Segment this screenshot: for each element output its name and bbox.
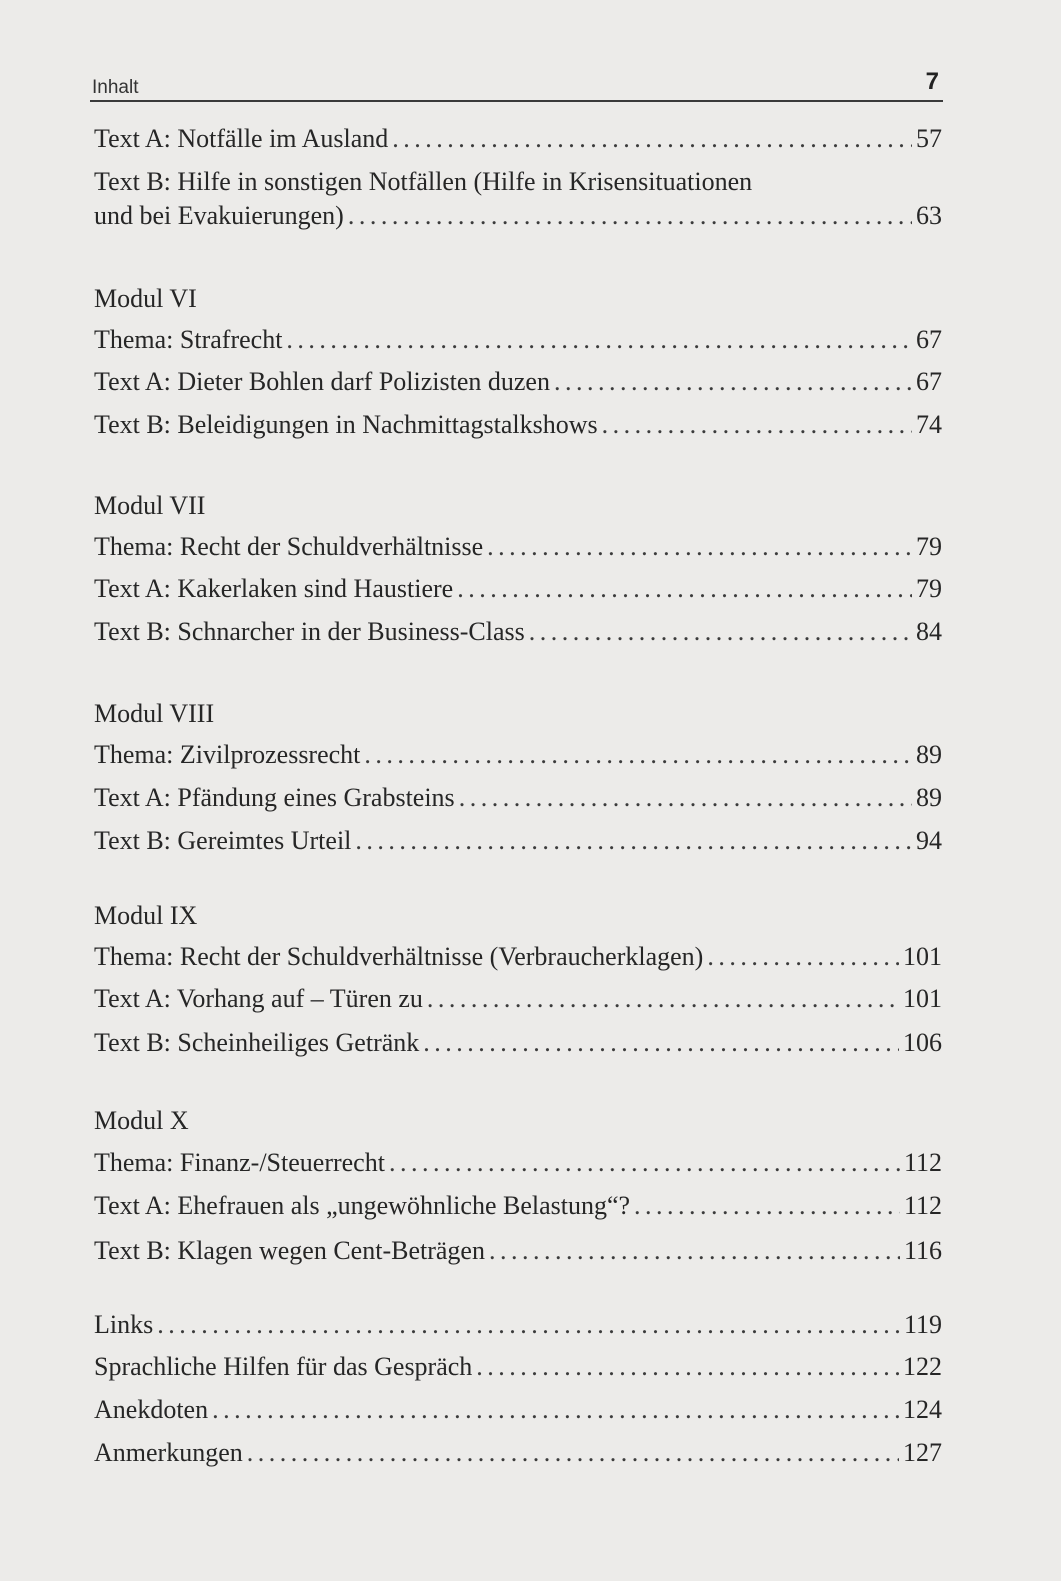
toc-entry-title-line: Text B: Hilfe in sonstigen Notfällen (Hilfe in Krisensituationen [94,167,753,196]
leader-dots [389,1146,900,1180]
toc-entry-title: Text A: Pfändung eines Grabsteins [94,783,455,812]
toc-entry-page: 79 [916,532,942,561]
page-header [90,66,943,102]
toc-entry-title: Thema: Recht der Schuldverhältnisse [94,532,484,561]
toc-entry-title: Sprachliche Hilfen für das Gespräch [94,1352,473,1381]
toc-entry-page: 89 [916,783,942,812]
toc-entry [94,1234,942,1268]
toc-entry-title: und bei Evakuierungen) [94,201,344,230]
leader-dots [457,572,912,606]
toc-entry-page: 127 [903,1438,942,1467]
leader-dots [634,1189,900,1223]
leader-dots [348,199,912,233]
module-heading: Modul VI [94,284,197,313]
leader-dots [489,1234,900,1268]
toc-entry-page: 116 [903,1236,942,1265]
toc-entry-title: Text B: Schnarcher in der Business-Class [94,617,525,646]
module-heading: Modul VII [94,491,206,520]
toc-entry [94,940,942,974]
toc-entry [94,1350,942,1384]
toc-entry-title: Text B: Beleidigungen in Nachmittagstalkshows [94,410,598,439]
leader-dots [247,1436,899,1470]
toc-entry [94,824,942,858]
toc-entry-title: Thema: Strafrecht [94,325,283,354]
toc-entry-page: 94 [916,826,942,855]
toc-entry-page: 112 [903,1148,942,1177]
module-heading: Modul X [94,1106,189,1135]
leader-dots [476,1350,899,1384]
toc-entry-title: Thema: Finanz-/Steuerrecht [94,1148,385,1177]
toc-entry [94,1146,942,1180]
toc-entry-title: Links [94,1310,154,1339]
toc-entry [94,365,942,399]
leader-dots [286,323,912,357]
leader-dots [529,615,912,649]
leader-dots [392,122,912,156]
toc-entry-page: 63 [916,201,942,230]
toc-entry-title: Text B: Scheinheiliges Getränk [94,1028,420,1057]
toc-entry [94,199,942,233]
toc-entry-page: 84 [916,617,942,646]
toc-entry-title: Text A: Ehefrauen als „ungewöhnliche Belastung“? [94,1191,631,1220]
toc-entry [94,615,942,649]
leader-dots [487,530,912,564]
toc-entry-page: 106 [903,1028,942,1057]
module-heading: Modul VIII [94,699,215,728]
toc-entry [94,781,942,815]
leader-dots [364,738,912,772]
toc-entry [94,122,942,156]
toc-entry-page: 112 [903,1191,942,1220]
toc-entry [94,1308,942,1342]
toc-entry-page: 124 [903,1395,942,1424]
toc-entry [94,572,942,606]
toc-entry-title: Text A: Vorhang auf – Türen zu [94,984,423,1013]
toc-entry-title: Anekdoten [94,1395,209,1424]
leader-dots [707,940,899,974]
toc-entry-page: 67 [916,325,942,354]
toc-entry-title: Anmerkungen [94,1438,243,1467]
toc-entry [94,408,942,442]
leader-dots [459,781,912,815]
leader-dots [554,365,912,399]
toc-entry-title: Text A: Kakerlaken sind Haustiere [94,574,454,603]
toc-entry-page: 89 [916,740,942,769]
leader-dots [423,1026,899,1060]
page-number: 7 [925,68,939,95]
toc-entry [94,1393,942,1427]
leader-dots [602,408,912,442]
toc-entry [94,1026,942,1060]
toc-entry [94,1436,942,1470]
toc-entry-page: 101 [903,984,942,1013]
toc-entry-title: Text A: Notfälle im Ausland [94,124,389,153]
toc-entry-page: 101 [903,942,942,971]
leader-dots [212,1393,899,1427]
running-head: Inhalt [92,77,139,98]
toc-entry [94,530,942,564]
toc-entry-page: 79 [916,574,942,603]
toc-entry-page: 74 [916,410,942,439]
toc-entry-title: Text A: Dieter Bohlen darf Polizisten duzen [94,367,550,396]
toc-entry-page: 67 [916,367,942,396]
leader-dots [355,824,912,858]
toc-entry [94,323,942,357]
module-heading: Modul IX [94,901,198,930]
toc-entry-title: Thema: Recht der Schuldverhältnisse (Verbraucherklagen) [94,942,704,971]
toc-entry-page: 57 [916,124,942,153]
toc-entry-title: Text B: Gereimtes Urteil [94,826,352,855]
toc-entry [94,982,942,1016]
toc-entry [94,738,942,772]
toc-entry-title: Thema: Zivilprozessrecht [94,740,361,769]
leader-dots [157,1308,900,1342]
toc-entry-page: 119 [903,1310,942,1339]
toc-entry-page: 122 [903,1352,942,1381]
toc-entry-title: Text B: Klagen wegen Cent-Beträgen [94,1236,485,1265]
toc-entry [94,1189,942,1223]
leader-dots [427,982,899,1016]
